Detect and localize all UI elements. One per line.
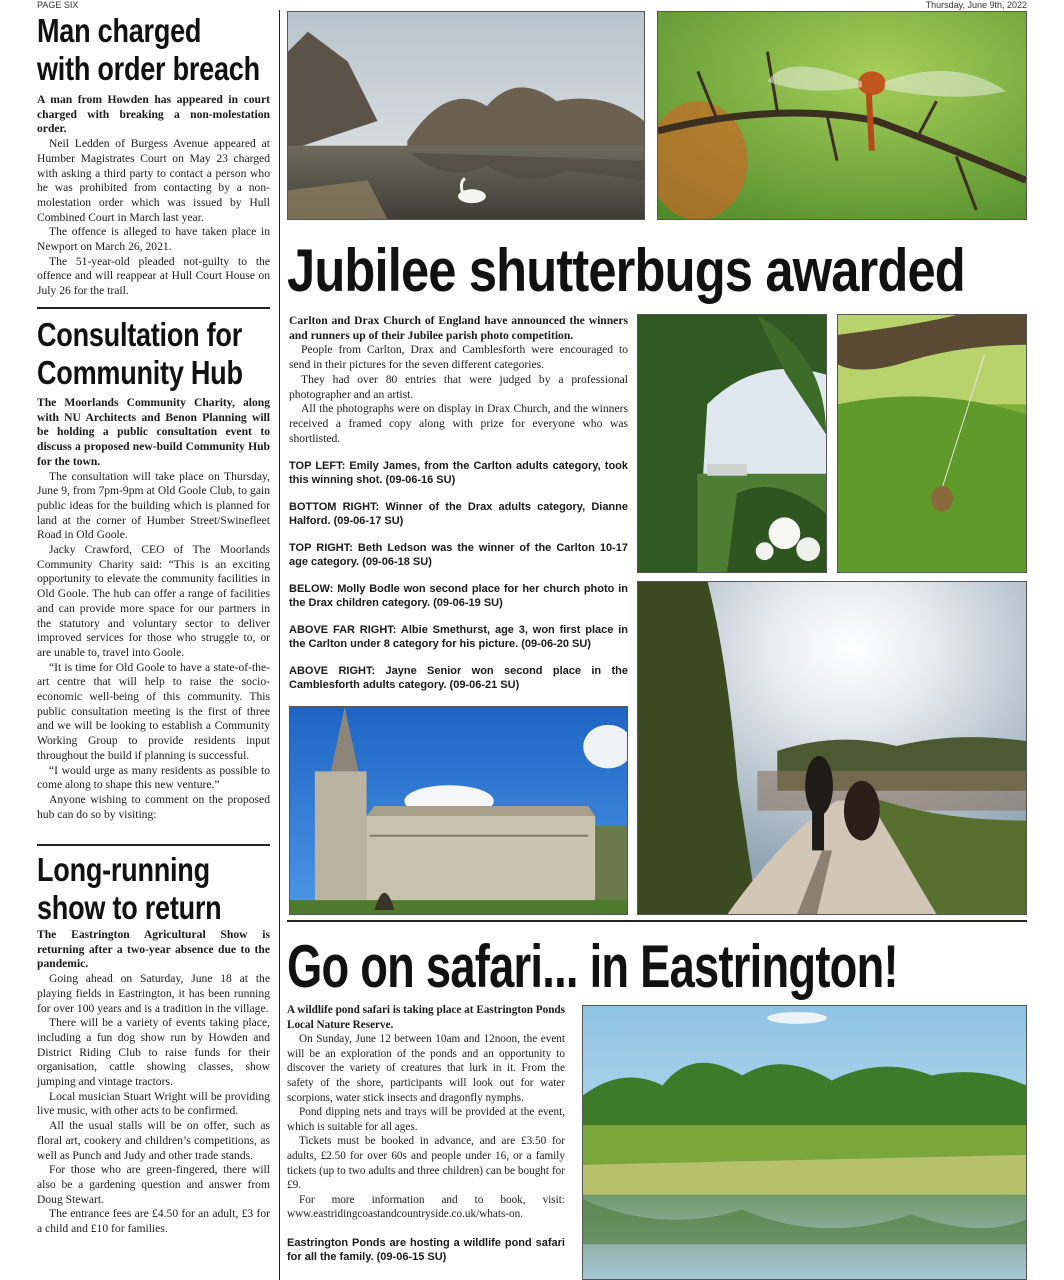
photo-caption: TOP RIGHT: Beth Ledson was the winner of the Carlton 10-17 age category. (09-06-18 SU) <box>289 542 628 569</box>
safari-headline: Go on safari... in Eastrington! <box>287 933 898 1000</box>
photo-caption: TOP LEFT: Emily James, from the Carlton adults category, took this winning shot. (09-06-16 SU) <box>289 460 628 487</box>
lake-swan-photo <box>287 11 645 220</box>
photo-caption: Eastrington Ponds are hosting a wildlife pond safari for all the family. (09-06-15 SU) <box>287 1236 565 1263</box>
page-number: PAGE SIX <box>37 0 79 10</box>
horse-path-photo <box>637 581 1027 915</box>
show-story: The Eastrington Agricultural Show is returning after a two-year absence due to the pandemic. Going ahead on Saturday, June 18 at the playing fields in Eastrington, it has been running for over 100 years and is a tradition in the village. There will be a variety of events taking place, including a fun dog show run by Howden and District Riding Club to raise funds for their organisation, cattle showing classes, show jumping and vintage tractors. Local musician Stuart Wright will be providing live music, with other acts to be confirmed. All the usual stalls will be on offer, such as floral art, cookery and children’s competitions, as well as Punch and Judy and other trade stands. For those who are green-fingered, there will also be a gardening question and answer from Doug Stewart. The entrance fees are £4.50 for an adult, £3 for a child and £10 for families. <box>37 928 270 1236</box>
pond-reserve-photo <box>582 1005 1027 1280</box>
photo-caption: ABOVE FAR RIGHT: Albie Smethurst, age 3, won first place in the Carlton under 8 category for his picture. (09-06-20 SU) <box>289 624 628 651</box>
hub-story: The Moorlands Community Charity, along with NU Architects and Benon Planning will be holding a public consultation event to discuss a proposed new-build Community Hub for the town. The consultation will take place on Thursday, June 9, from 7pm-9pm at Old Goole Club, to gain public ideas for the building which is planned for land at the corner of Humber Street/Swinefleet Road in Old Goole. Jacky Crawford, CEO of The Moorlands Community Charity said: “This is an exciting opportunity to elevate the community facilities in Old Goole. The hub can offer a range of facilities and can provide more space for our partners in the statutory and voluntary sector to deliver improved services for those who struggle to, or are unable to, travel into Goole. “It is time for Old Goole to have a state-of-the-art centre that will help to raise the socio-economic well-being of this community. This public consultation meeting is the first of three and we will be looking to establish a Community Working Group to provide residents input throughout the build if planning is successful. “I would urge as many residents as possible to come along to shape this new venture.” Anyone wishing to comment on the proposed hub can do so by visiting: <box>37 396 270 821</box>
church-photo <box>289 706 628 915</box>
tree-flowers-photo <box>637 314 827 573</box>
section-divider <box>287 920 1027 922</box>
jubilee-story: Carlton and Drax Church of England have announced the winners and runners up of their Jubilee parish photo competition. People from Carlton, Drax and Camblesforth were encouraged to send in their pictures for the seven different categories. They had over 80 entries that were judged by a professional photographer and an artist. All the photographs were on display in Drax Church, and the winners received a framed copy along with prize for everyone who was shortlisted. TOP LEFT: Emily James, from the Carlton adults category, took this winning shot. (09-06-16 SU) BOTTOM RIGHT: Winner of the Drax adults category, Dianne Halford. (09-06-17 SU) TOP RIGHT: Beth Ledson was the winner of the Carlton 10-17 age category. (09-06-18 SU) BELOW: Molly Bodle won second place for her church photo in the Drax children category. (09-06-19 SU) ABOVE FAR RIGHT: Albie Smethurst, age 3, won first place in the Carlton under 8 category for his picture. (09-06-20 SU) ABOVE RIGHT: Jayne Senior won second place in the Camblesforth adults category. (09-06-21 SU) <box>289 314 628 692</box>
breach-story: A man from Howden has appeared in court charged with breaking a non-molestation order. Neil Ledden of Burgess Avenue appeared at Humber Magistrates Court on May 23 charged with asking a third party to contact a person who he was prohibited from contacting by a non-molestation order which was issued by Hull Combined Court in March last year. The offence is alleged to have taken place in Newport on March 26, 2021. The 51-year-old pleaded not-guilty to the offence and will reappear at Hull Court House on July 26 for the trail. <box>37 93 270 298</box>
photo-caption: BOTTOM RIGHT: Winner of the Drax adults category, Dianne Halford. (09-06-17 SU) <box>289 501 628 528</box>
show-headline: Long-running show to return <box>37 851 222 926</box>
issue-date: Thursday, June 9th, 2022 <box>925 0 1027 10</box>
grass-branch-photo <box>837 314 1027 573</box>
story-divider <box>37 307 270 309</box>
breach-headline: Man charged with order breach <box>37 12 260 87</box>
safari-story: A wildlife pond safari is taking place at Eastrington Ponds Local Nature Reserve. On Sunday, June 12 between 10am and 12noon, the event will be an exploration of the ponds and an opportunity to discover the variety of creatures that lurk in it. From the safety of the shore, participants will look out for water scorpions, water stick insects and dragonfly nymphs. Pond dipping nets and trays will be provided at the event, which is suitable for all ages. Tickets must be booked in advance, and are £3.50 for adults, £2.50 for over 60s and people under 16, or a family tickets (up to two adults and three children) can be bought for £9. For more information and to book, visit: www.eastridingcoastandcountryside.co.uk/whats-on. Eastrington Ponds are hosting a wildlife pond safari for all the family. (09-06-15 SU) <box>287 1004 565 1263</box>
jubilee-headline: Jubilee shutterbugs awarded <box>287 237 965 304</box>
photo-caption: BELOW: Molly Bodle won second place for her church photo in the Drax children category. (09-06-19 SU) <box>289 583 628 610</box>
hub-headline: Consultation for Community Hub <box>37 316 243 391</box>
photo-caption: ABOVE RIGHT: Jayne Senior won second place in the Camblesforth adults category. (09-06-21 SU) <box>289 665 628 692</box>
column-divider <box>279 10 280 1280</box>
story-divider <box>37 844 270 846</box>
dragonfly-photo <box>657 11 1027 220</box>
